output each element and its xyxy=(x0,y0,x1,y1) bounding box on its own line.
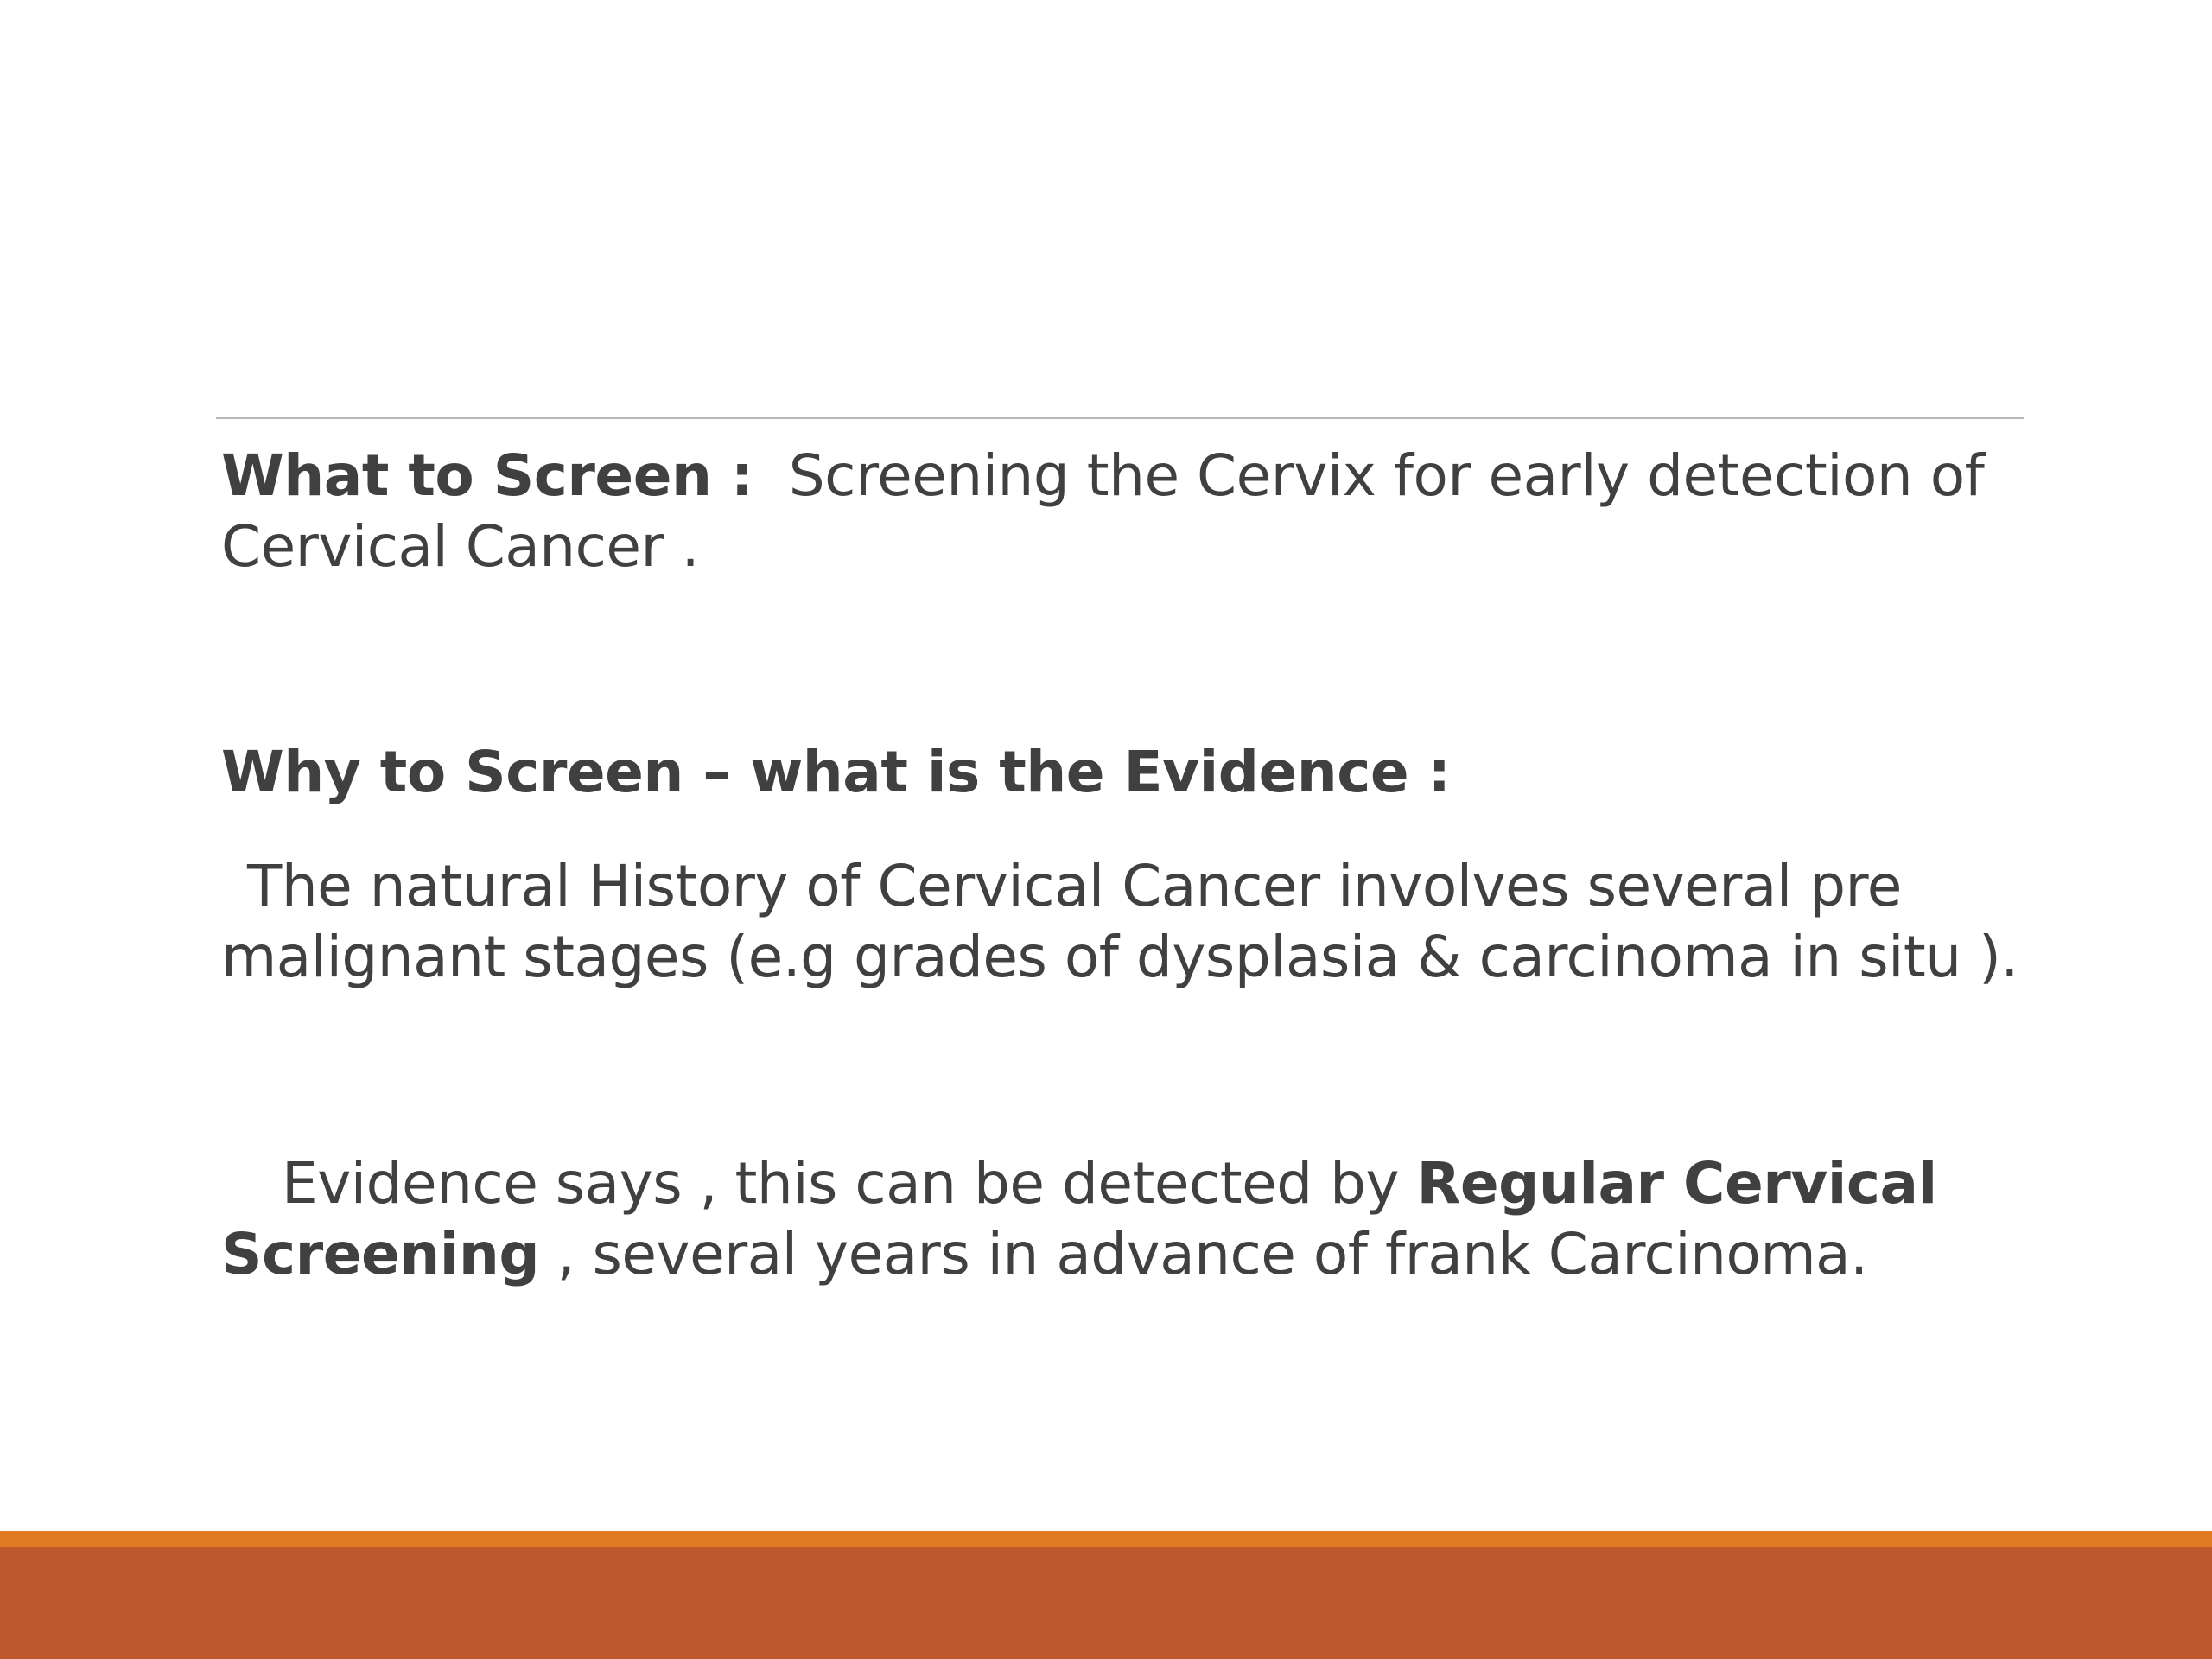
evidence-text-before: Evidence says , this can be detected by xyxy=(282,1150,1400,1217)
evidence-bold-phrase: Regular Cervical Screening xyxy=(221,1150,1937,1287)
what-to-screen-paragraph xyxy=(221,441,2027,582)
footer-accent-line xyxy=(0,1531,2212,1547)
footer-bar xyxy=(0,1547,2212,1659)
evidence-text-after: , several years in advance of frank Carcinoma. xyxy=(556,1221,1868,1287)
natural-history-paragraph xyxy=(221,851,2027,993)
evidence-paragraph xyxy=(221,1148,2027,1290)
natural-history-text: The natural History of Cervical Cancer involves several pre malignant stages (e.g grades of dysplasia & carcinoma in situ ). xyxy=(221,853,2018,990)
slide-body xyxy=(221,441,2027,1290)
why-to-screen-heading: Why to Screen – what is the Evidence : xyxy=(221,739,1451,805)
title-divider xyxy=(216,417,2024,419)
what-to-screen-label: What to Screen : xyxy=(221,442,753,509)
what-to-screen-text: Screening the Cervix for early detection of Cervical Cancer . xyxy=(221,442,1985,580)
